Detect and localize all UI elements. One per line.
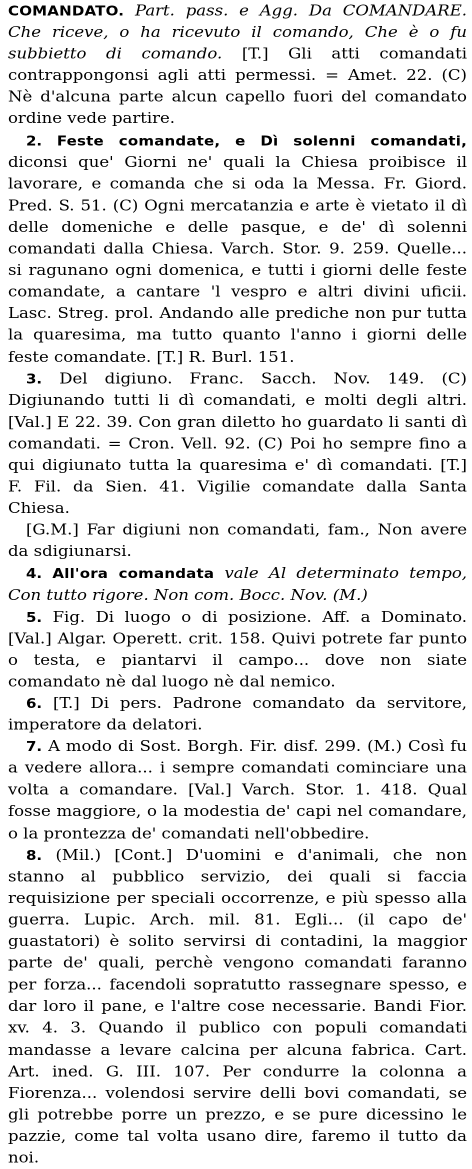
sense-text: Del digiuno. Franc. Sacch. Nov. 149. (C) Digiunando tutti li dì comandati, e molti degli altri. [Val.] E 22. 39. Con gran diletto ho guardato li santi dì comandati. = Cron. Vell. 92. (C) Poi ho sempre fino a qui digiunato tutta la quaresima e' dì comandati. [T.] F. Fil. da Sien. 41. Vigilie comandate dalla Santa Chiesa. (8, 369, 467, 517)
sense-lemma: Feste comandate, e Dì solenni comandati, (56, 132, 467, 149)
sense-number: 3. (26, 370, 43, 387)
paragraph-3-sub (8, 520, 467, 563)
paragraph-4 (8, 563, 467, 606)
sense-text: [T.] Di pers. Padrone comandato da servitore, imperatore da delatori. (8, 694, 468, 734)
entry-intro (8, 0, 467, 130)
paragraph-7 (8, 736, 467, 844)
sense-number: 5. (26, 608, 43, 626)
sense-text: (Mil.) [Cont.] D'uomini e d'animali, che non stanno al pubblico servizio, dei quali si faccia requisizione per speciali occorrenze, e più spesso alla guerra. Lupic. Arch. mil. 81. Egli... (il capo de' guastatori) è solito servirsi di contadini, la maggior parte de' quali, perchè vengono comandati faranno per forza... facendoli sopratutto rassegnare spesso, e dar loro il pane, e l'altre cose necessarie. Bandi Fior. xv. 4. 3. Quando il publico con populi comandati mandasse a levare calcina per alcuna fabrica. Cart. Art. ined. G. III. 107. Per condurre la colonna a Fiorenza... volendosi servire delli bovi comandati, se gli potrebbe porre un prezzo, e se pure dicessino le pazzie, come tal volta usano dire, faremo il tutto da noi. (8, 846, 467, 1167)
sense-number: 7. (26, 738, 43, 755)
definition-rest: Gli atti comandati contrappongonsi agli atti permessi. = Amet. 22. (C) Nè d'alcuna parte alcun capello fuori del comandato ordine vede partire. (8, 45, 467, 128)
sense-text: diconsi que' Giorni ne' quali la Chiesa proibisce il lavorare, e comanda che si oda la Messa. Fr. Giord. Pred. S. 51. (C) Ogni mercatanzia e arte è vietato il dì delle domeniche e delle pasque, e de' dì solenni comandati dalla Chiesa. Varch. Stor. 9. 259. Quelle... si ragunano ogni domenica, e tutti i giorni delle feste comandate, a cantare 'l vespro e altri divini uficii. Lasc. Streg. prol. Andando alle prediche non pur tutta la quaresima, ma tutto quanto l'anno i giorni delle feste comandate. [T.] R. Burl. 151. (8, 153, 467, 366)
paragraph-3 (8, 368, 467, 520)
sense-text: vale Al determinato tempo, Con tutto rigore. Non com. Bocc. Nov. (M.) (8, 564, 468, 604)
paragraph-2 (8, 130, 467, 368)
sense-number: 8. (26, 847, 43, 864)
paragraph-6 (8, 693, 467, 736)
headword: COMANDATO. (8, 2, 125, 19)
definition-text: Part. pass. e Agg. Da COMANDARE. Che riceve, o ha ricevuto il comando, Che è o fu subbietto di comando. (8, 1, 468, 63)
sense-number: 6. (26, 695, 43, 712)
sense-number: 4. (26, 565, 43, 582)
sense-lemma: All'ora comandata (52, 565, 215, 582)
definition-tag: [T.] (241, 45, 269, 63)
sense-text: [G.M.] Far digiuni non comandati, fam., Non avere da sdigiunarsi. (8, 521, 467, 561)
sense-text: Fig. Di luogo o di posizione. Aff. a Dominato. [Val.] Algar. Operett. crit. 158. Quivi potrete far punto o testa, e piantarvi il campo... dove non siate comandato nè dal luogo nè dal nemico. (8, 607, 468, 690)
paragraph-5 (8, 606, 467, 693)
paragraph-8 (8, 844, 467, 1169)
sense-number: 2. (26, 132, 43, 149)
sense-text: A modo di Sost. Borgh. Fir. disf. 299. (M.) Così fu a vedere allora... i sempre comandati cominciare una volta a comandare. [Val.] Varch. Stor. 1. 418. Qual fosse maggiore, o la modestia de' capi nel comandare, o la prontezza de' comandati nell'obbedire. (8, 737, 467, 842)
